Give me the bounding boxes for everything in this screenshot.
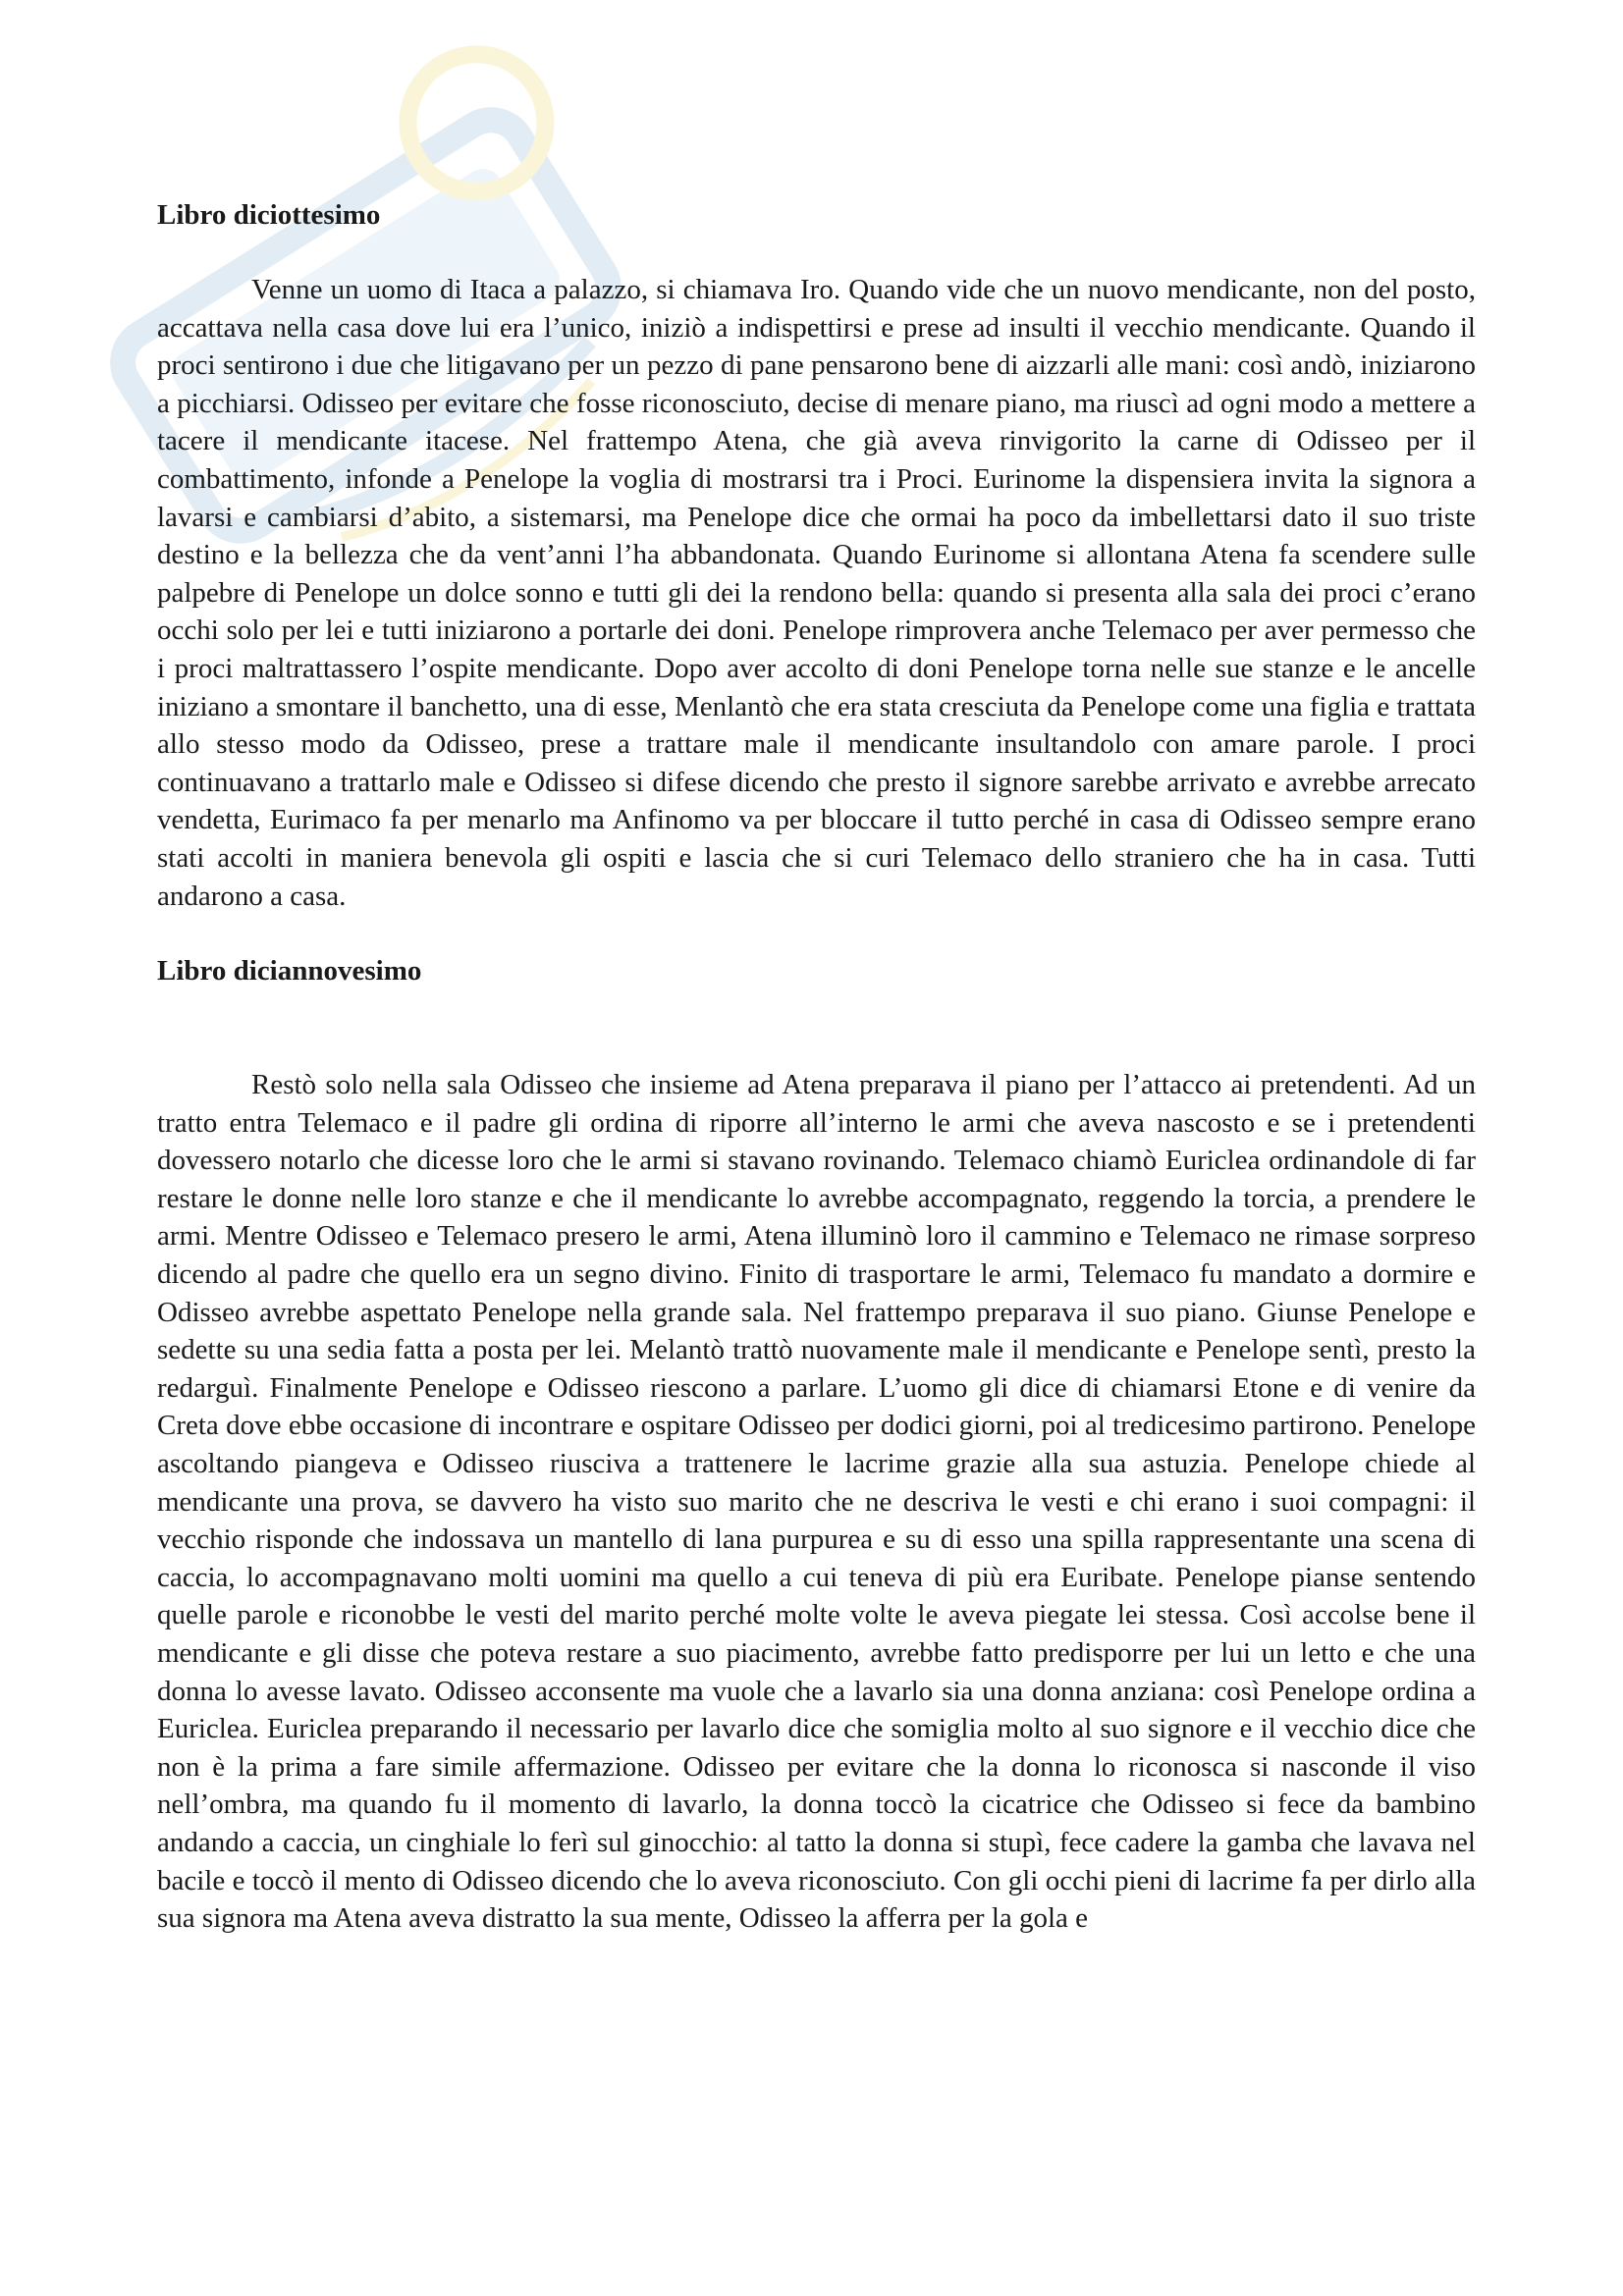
section-heading: Libro diciannovesimo: [157, 955, 422, 988]
document-body: [157, 187, 1476, 1938]
spacer: [157, 989, 1476, 1066]
spacer: [157, 234, 1476, 271]
section-heading: Libro diciottesimo: [157, 199, 381, 231]
section-paragraph: Venne un uomo di Itaca a palazzo, si chiamava Iro. Quando vide che un nuovo mendicante, non del posto, accattava nella casa dove lui era l’unico, iniziò a indispettirsi e prese ad insulti il vecchio mendicante. Quando il proci sentirono i due che litigavano per un pezzo di pane pensarono bene di aizzarli alle mani: così andò, iniziarono a picchiarsi. Odisseo per evitare che fosse riconosciuto, decise di menare piano, ma riuscì ad ogni modo a mettere a tacere il mendicante itacese. Nel frattempo Atena, che già aveva rinvigorito la carne di Odisseo per il combattimento, infonde a Penelope la voglia di mostrarsi tra i Proci. Eurinome la dispensiera invita la signora a lavarsi e cambiarsi d’abito, a sistemarsi, ma Penelope dice che ormai ha poco da imbellettarsi dato il suo triste destino e la bellezza che da vent’anni l’ha abbandonata. Quando Eurinome si allontana Atena fa scendere sulle palpebre di Penelope un dolce sonno e tutti gli dei la rendono bella: quando si presenta alla sala dei proci c’erano occhi solo per lei e tutti iniziarono a portarle dei doni. Penelope rimprovera anche Telemaco per aver permesso che i proci maltrattassero l’ospite mendicante. Dopo aver accolto di doni Penelope torna nelle sue stanze e le ancelle iniziano a smontare il banchetto, una di esse, Menlantò che era stata cresciuta da Penelope come una figlia e trattata allo stesso modo da Odisseo, prese a trattare male il mendicante insultandolo con amare parole. I proci continuavano a trattarlo male e Odisseo si difese dicendo che presto il signore sarebbe arrivato e avrebbe arrecato vendetta, Eurimaco fa per menarlo ma Anfinomo va per bloccare il tutto perché in casa di Odisseo sempre erano stati accolti in maniera benevola gli ospiti e lascia che si curi Telemaco dello straniero che ha in casa. Tutti andarono a casa.: [157, 274, 1476, 912]
spacer: [157, 915, 1476, 942]
section-paragraph: Restò solo nella sala Odisseo che insieme ad Atena preparava il piano per l’attacco ai pretendenti. Ad un tratto entra Telemaco e il padre gli ordina di riporre all’interno le armi che aveva nascosto e se i pretendenti dovessero notarlo che dicesse loro che le armi si stavano rovinando. Telemaco chiamò Euriclea ordinandole di far restare le donne nelle loro stanze e che il mendicante lo avrebbe accompagnato, reggendo la torcia, a prendere le armi. Mentre Odisseo e Telemaco presero le armi, Atena illuminò loro il cammino e Telemaco ne rimase sorpreso dicendo al padre che quello era un segno divino. Finito di trasportare le armi, Telemaco fu mandato a dormire e Odisseo avrebbe aspettato Penelope nella grande sala. Nel frattempo preparava il suo piano. Giunse Penelope e sedette su una sedia fatta a posta per lei. Melantò trattò nuovamente male il mendicante e Penelope sentì, presto la redarguì. Finalmente Penelope e Odisseo riescono a parlare. L’uomo gli dice di chiamarsi Etone e di venire da Creta dove ebbe occasione di incontrare e ospitare Odisseo per dodici giorni, poi al tredicesimo partirono. Penelope ascoltando piangeva e Odisseo riusciva a trattenere le lacrime grazie alla sua astuzia. Penelope chiede al mendicante una prova, se davvero ha visto suo marito che ne descriva le vesti e chi erano i suoi compagni: il vecchio risponde che indossava un mantello di lana purpurea e su di esso una spilla rappresentante una scena di caccia, lo accompagnavano molti uomini ma quello a cui teneva di più era Euribate. Penelope pianse sentendo quelle parole e riconobbe le vesti del marito perché molte volte le aveva piegate lei stessa. Così accolse bene il mendicante e gli disse che poteva restare a suo piacimento, avrebbe fatto predisporre per lui un letto e che una donna lo avesse lavato. Odisseo acconsente ma vuole che a lavarlo sia una donna anziana: così Penelope ordina a Euriclea. Euriclea preparando il necessario per lavarlo dice che somiglia molto al suo signore e il vecchio dice che non è la prima a fare simile affermazione. Odisseo per evitare che la donna lo riconosca si nasconde il viso nell’ombra, ma quando fu il momento di lavarlo, la donna toccò la cicatrice che Odisseo si fece da bambino andando a caccia, un cinghiale lo ferì sul ginocchio: al tatto la donna si stupì, fece cadere la gamba che lavava nel bacile e toccò il mento di Odisseo dicendo che lo aveva riconosciuto. Con gli occhi pieni di lacrime fa per dirlo alla sua signora ma Atena aveva distratto la sua mente, Odisseo la afferra per la gola e: [157, 1069, 1476, 1935]
